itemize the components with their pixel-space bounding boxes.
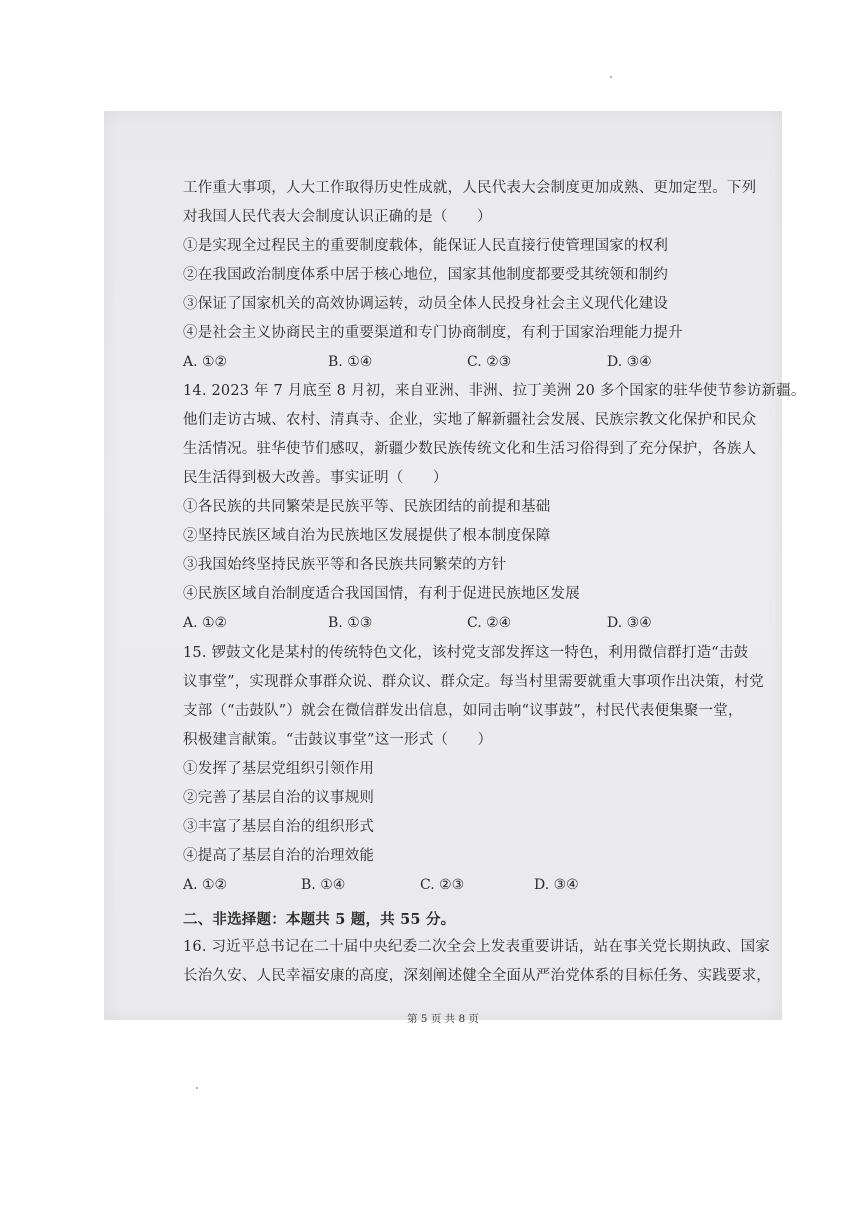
q13-stem-line1: 工作重大事项，人大工作取得历史性成就，人民代表大会制度更加成熟、更加定型。下列: [183, 180, 757, 196]
q15-stem-line4: 积极建言献策。“击鼓议事堂”这一形式（ ）: [183, 732, 493, 748]
q15-stem-line2: 议事堂”，实现群众事群众说、群众议、群众定。每当村里需要就重大事项作出决策，村党: [183, 674, 764, 690]
q13-statement-4: ④是社会主义协商民主的重要渠道和专门协商制度，有利于国家治理能力提升: [183, 325, 683, 341]
q14-stem-line2: 他们走访古城、农村、清真寺、企业，实地了解新疆社会发展、民族宗教文化保护和民众: [183, 412, 757, 428]
q14-statement-1: ①各民族的共同繁荣是民族平等、民族团结的前提和基础: [183, 499, 551, 515]
q14-option-d: D. ③④: [607, 615, 652, 631]
q15-stem-line3: 支部（“击鼓队”）就会在微信群发出信息，如同击响“议事鼓”，村民代表便集聚一堂，: [183, 703, 743, 719]
q14-statement-2: ②坚持民族区域自治为民族地区发展提供了根本制度保障: [183, 528, 551, 544]
q14-option-c: C. ②④: [467, 615, 512, 631]
q13-statement-1: ①是实现全过程民主的重要制度载体，能保证人民直接行使管理国家的权利: [183, 238, 669, 254]
q16-stem-line1: 16. 习近平总书记在二十届中央纪委二次全会上发表重要讲话，站在事关党长期执政、国家: [183, 939, 771, 955]
q15-stem-line1: 15. 锣鼓文化是某村的传统特色文化，该村党支部发挥这一特色，利用微信群打造“击鼓: [183, 645, 749, 661]
q14-stem-line1: 14. 2023 年 7 月底至 8 月初，来自亚洲、非洲、拉丁美洲 20 多个国家的驻华使节参访新疆。: [183, 383, 806, 399]
q13-statement-3: ③保证了国家机关的高效协调运转，动员全体人民投身社会主义现代化建设: [183, 296, 669, 312]
q13-statement-2: ②在我国政治制度体系中居于核心地位，国家其他制度都要受其统领和制约: [183, 267, 669, 283]
page-number: 第 5 页 共 8 页: [406, 1013, 480, 1025]
q15-option-d: D. ③④: [534, 877, 579, 893]
q14-options: [183, 613, 743, 633]
q13-options: [183, 352, 743, 372]
section-heading: 二、非选择题：本题共 5 题，共 55 分。: [183, 911, 456, 928]
q15-statement-2: ②完善了基层自治的议事规则: [183, 790, 375, 806]
q13-option-d: D. ③④: [607, 354, 652, 370]
q15-options: [183, 875, 743, 895]
q14-stem-line4: 民生活得到极大改善。事实证明（ ）: [183, 470, 448, 486]
speck-top: [610, 76, 612, 78]
q13-option-c: C. ②③: [467, 354, 512, 370]
scanned-page: [104, 111, 806, 1025]
q13-stem-line2: 对我国人民代表大会制度认识正确的是（ ）: [183, 209, 492, 225]
q14-statement-3: ③我国始终坚持民族平等和各民族共同繁荣的方针: [183, 557, 507, 573]
q15-option-c: C. ②③: [420, 877, 465, 893]
q15-statement-1: ①发挥了基层党组织引领作用: [183, 761, 375, 777]
speck-bottom: [196, 1087, 198, 1089]
q15-statement-3: ③丰富了基层自治的组织形式: [183, 819, 375, 835]
q16-stem-line2: 长治久安、人民幸福安康的高度，深刻阐述健全全面从严治党体系的目标任务、实践要求，: [183, 968, 771, 984]
q14-option-b: B. ①③: [328, 615, 373, 631]
q14-option-a: A. ①②: [183, 615, 228, 631]
q15-statement-4: ④提高了基层自治的治理效能: [183, 848, 375, 864]
q13-option-a: A. ①②: [183, 354, 228, 370]
q15-option-b: B. ①④: [301, 877, 346, 893]
q14-statement-4: ④民族区域自治制度适合我国国情，有利于促进民族地区发展: [183, 586, 580, 602]
q13-option-b: B. ①④: [328, 354, 373, 370]
q15-option-a: A. ①②: [183, 877, 228, 893]
q14-stem-line3: 生活情况。驻华使节们感叹，新疆少数民族传统文化和生活习俗得到了充分保护，各族人: [183, 441, 757, 457]
